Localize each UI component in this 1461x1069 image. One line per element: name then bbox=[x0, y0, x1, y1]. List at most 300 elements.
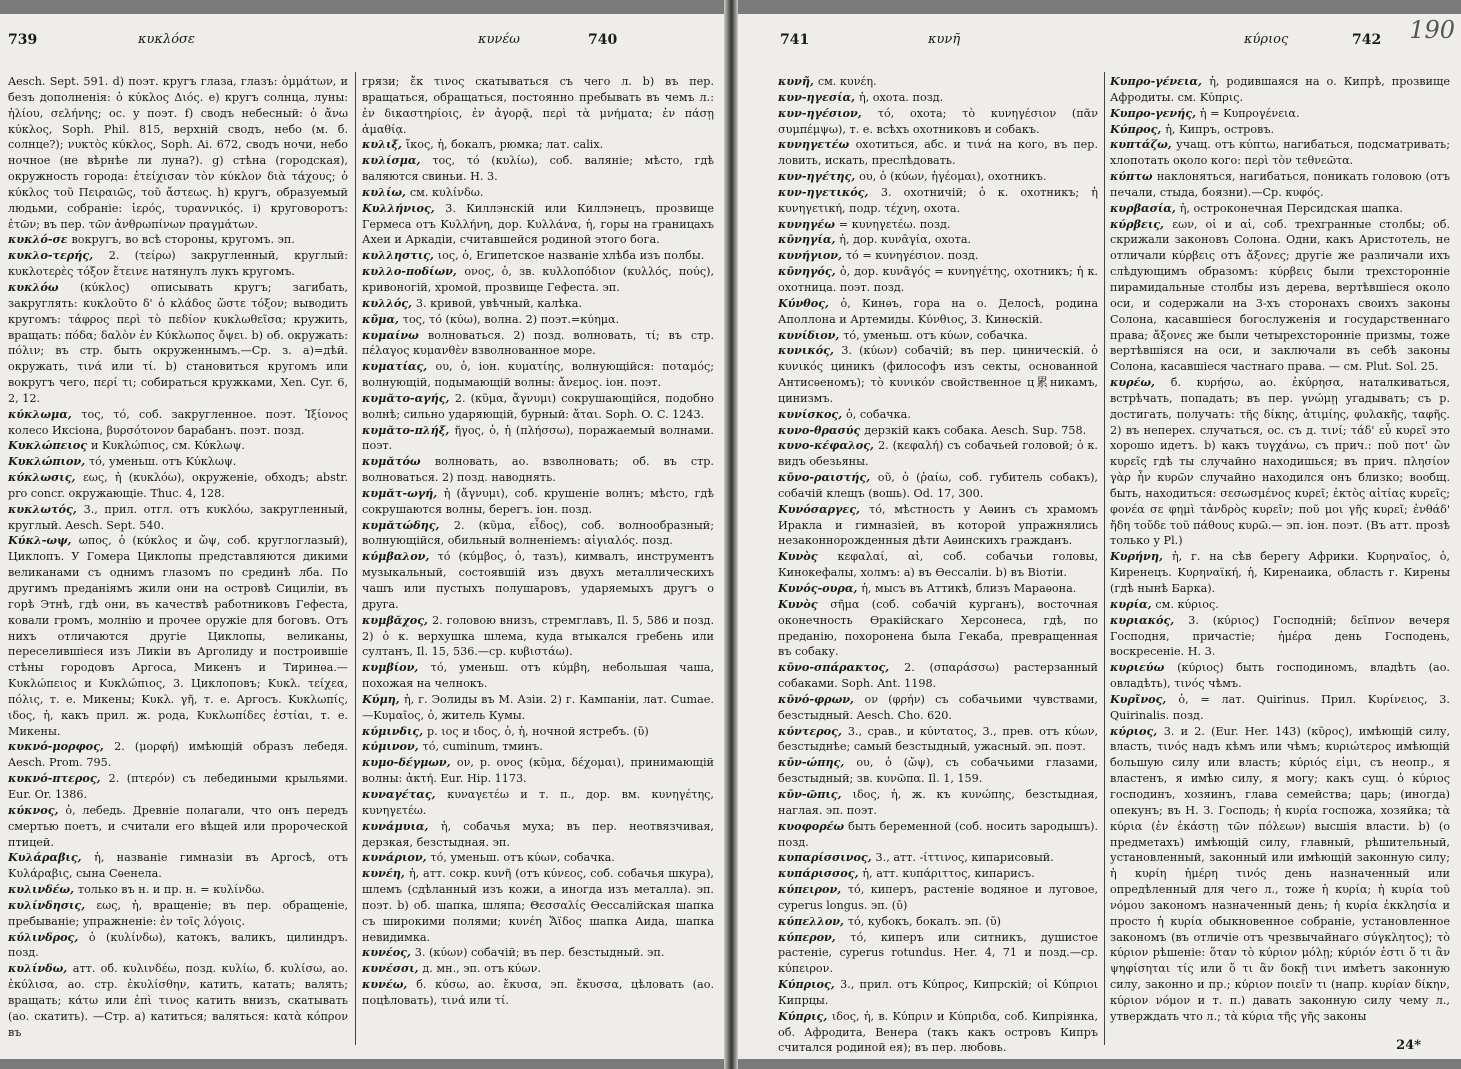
entry-definition: 3. (κύριος) Господній; δεῖπνον вечеря Господня, причастіе; ἡμέρα день Господень, воскресеніе. Н. 3. bbox=[1110, 613, 1450, 659]
entry-headword: κύλινδρος, bbox=[8, 929, 89, 944]
dictionary-entry bbox=[8, 470, 348, 502]
entry-definition: κυναγετέω и т. п., дор. вм. κυνηγέτης, κυνηγετέω. bbox=[362, 787, 714, 817]
entry-headword: Κυκλώπιον, bbox=[8, 454, 89, 469]
entry-headword: κυνίσκος, bbox=[778, 406, 847, 421]
entry-definition: κεφαλαί, αἱ, соб. собачьи головы, Кинокефалы, холмъ: а) въ Ѳессаліи. b) въ Віотіи. bbox=[778, 550, 1098, 580]
entry-headword: κῡνηγία, bbox=[778, 232, 840, 247]
running-head: κυνῆ bbox=[928, 32, 961, 47]
dictionary-entry bbox=[778, 248, 1098, 264]
entry-definition: ὁ, Кинѳъ, гора на о. Делосѣ, родина Аполлона и Артемиды. Κύνθιος, 3. Кинѳскій. bbox=[778, 296, 1098, 326]
entry-headword: κῡνό-φρων, bbox=[778, 691, 865, 706]
dictionary-entry bbox=[1110, 597, 1450, 613]
entry-headword: κυριακός, bbox=[1110, 612, 1189, 627]
entry-definition: ον (φρήν) съ собачьими чувствами, безстыдный. Aesch. Cho. 620. bbox=[778, 692, 1098, 722]
entry-headword: κυμᾰτ-ωγή, bbox=[362, 485, 444, 500]
dictionary-entry bbox=[362, 296, 714, 312]
entry-definition: 2. (κεφαλή) съ собачьей головой; ὁ κ. видъ обезьяны. bbox=[778, 439, 1098, 469]
entry-headword: κύμινον, bbox=[362, 739, 423, 754]
dictionary-entry bbox=[8, 882, 348, 898]
entry-headword: κύπελλον, bbox=[778, 913, 848, 928]
dictionary-entry bbox=[1110, 549, 1450, 597]
dictionary-entry bbox=[8, 739, 348, 771]
dictionary-entry bbox=[362, 977, 714, 1009]
entry-headword: κυλιξ, bbox=[362, 137, 406, 152]
entry-headword: κυλινδέω, bbox=[8, 882, 78, 897]
entry-headword: κυκλο-τερής, bbox=[8, 248, 109, 263]
entry-definition: вокругъ, во всѣ стороны, кругомъ. эп. bbox=[71, 233, 295, 247]
entry-definition: ιος, ὁ, Египетское названіе хлѣба изъ полбы. bbox=[437, 249, 705, 263]
entry-headword: Κύπρις, bbox=[778, 1008, 832, 1023]
dictionary-entry bbox=[1110, 169, 1450, 201]
entry-headword: κυνο-θρασύς bbox=[778, 422, 865, 437]
dictionary-entry bbox=[362, 137, 714, 153]
entry-headword: κυρία, bbox=[1110, 596, 1156, 611]
dictionary-entry bbox=[362, 486, 714, 518]
dictionary-entry bbox=[1110, 137, 1450, 169]
dictionary-entry bbox=[8, 232, 348, 248]
entry-headword: κυκλό-σε bbox=[8, 232, 72, 247]
entry-headword: κύριος, bbox=[1110, 723, 1164, 738]
entry-headword: κύμινδις, bbox=[362, 723, 427, 738]
dictionary-entry bbox=[362, 549, 714, 612]
dictionary-entry bbox=[778, 866, 1098, 882]
entry-definition: д. мн., эп. отъ κύων. bbox=[422, 962, 541, 976]
entry-definition: τό, киперъ или ситникъ, душистое растеніе, cyperus rotundus. Her. 4, 71 и позд.—ср. κύπειρον. bbox=[778, 930, 1098, 976]
dictionary-entry bbox=[1110, 201, 1450, 217]
dictionary-entry bbox=[1110, 217, 1450, 375]
entry-definition: (κύριος) быть господиномъ, владѣть (ао. овладѣть), τινός чѣмъ. bbox=[1110, 661, 1450, 691]
entry-headword: κύπτω bbox=[1110, 169, 1157, 184]
dictionary-entry bbox=[8, 502, 348, 534]
entry-definition: б. κυρήσω, ао. ἐκύρησα, наталкиваться, встрѣчать, попадать; въ пер. γνώμῃ угадывать; съ р. достигать, получать: τῆς δίκης, ἀτιμίης, φυλακῆς, ταφῆς. 2) въ неперех. случаться, ос. съ д. τινί; τάδ' εὖ κυρεῖ это хорошо идетъ. b) какъ τυγχάνω, съ прич.: ποῦ ποτ' ὢν κυρεῖς гдѣ ты случайно находишься; въ прич. πλησίον γὰρ ἦν κυρῶν случайно находился онъ близко; вообщ. быть, находиться: σεσωσμένος κυρεῖ; ἐκτὸς αἰτίας κυρεῖς; φονέα σε φημὶ τἀνδρὸς κυρεῖν; ποῦ μοι γῆς κυρεῖ; ἐνθάδ' ἤδη τοὔδε τοῦ πάθους κυρῶ.— эп. іон. поэт. (Въ атт. прозѣ только у Pl.) bbox=[1110, 376, 1450, 548]
dictionary-entry bbox=[362, 866, 714, 945]
entry-definition: 3. и 2. (Eur. Her. 143) (κῦρος), имѣющій силу, власть, τινός надъ кѣмъ или чѣмъ; κυριώτερος имѣющій большую силу или власть; κύριός εἰμι, съ неопр., я властенъ, я имѣю силу, я могу; какъ сущ. ὁ κύριος господинъ, хозяинъ, глава семейства; царь; (иногда) опекунъ; въ Н. З. Господь; ἡ κυρία госпожа, хозяйка; τὰ κύρια (ἐν ἑκάστῃ τῶν πόλεων) высшія власти. b) (о предметахъ) имѣющій силу, главный, рѣшительный, установленный, законный или имѣющій законную силу; ἡ κυρίη ἡμέρη τινός день назначенный или опредѣленный для чего л., тоже ἡ κυρία; ἡ κυρία τοῦ νόμου закономъ назначенный день; ἡ κυρία ἐκκλησία и просто ἡ κυρία обыкновенное собраніе, установленное закономъ (въ отличіе отъ чрезвычайнаго σύγκλητος); τὸ κύριον рѣшеніе: ὅταν τὸ κύριον μόλῃ; κύριόν ἐστι ὅ τι ἂν ψηφίσηται τίς или ὅ τι ἂν δοκῇ τινι имѣетъ законную силу, законно и пр.; κύριον ποιεῖν τι (напр. κυρίαν δίκην, κύριον νόμον и т. п.) давать законную силу чему л., утверждать что л.; τὰ κύρια τῆς γῆς законы bbox=[1110, 724, 1450, 1023]
handwritten-stamp: 190 bbox=[1409, 16, 1455, 44]
dictionary-entry bbox=[1110, 74, 1450, 106]
entry-definition: Aesch. Sept. 591. d) поэт. кругъ глаза, глазъ: ὀμμάτων, и безъ дополненія: ὁ κύκλος Διός. e) кругъ солнца, луны: ἡλίου, σελήνης; ос. у поэт. f) сводъ небесный: ὁ ἄνω κύκλος, Soph. Phil. 815, верхній сводъ, небо (м. б. солнце?); νυκτὸς κύκλος, Soph. Ai. 672, сводъ ночи, небо ночное (не вѣрнѣе ли луна?). g) стѣна (городская), окружность города: ἐτείχισαν τὸν κύκλον διὰ τάχους; ὁ κύκλος τοῦ Πειραιῶς, τοῦ ἄστεως. h) кругъ, образуемый людьми, собраніе: ἱερός, τυραννικός. i) круговоротъ: ἐτῶν; въ пер. τῶν ἀνθρωπίνων πραγμάτων. bbox=[8, 75, 348, 231]
entry-headword: κυκλωτός, bbox=[8, 501, 84, 516]
dictionary-entry bbox=[8, 248, 348, 280]
entry-headword: κύκλωσις, bbox=[8, 470, 83, 485]
entry-definition: 3., атт. -ίττινος, кипарисовый. bbox=[875, 851, 1054, 865]
entry-headword: κυν-ηγέτης, bbox=[778, 169, 860, 184]
column bbox=[362, 74, 714, 1053]
dictionary-entry bbox=[8, 280, 348, 407]
dictionary-entry bbox=[362, 613, 714, 661]
entry-definition: ἴκος, ἡ, бокалъ, рюмка; лат. calix. bbox=[405, 138, 604, 152]
dictionary-entry bbox=[8, 930, 348, 962]
dictionary-entry bbox=[362, 692, 714, 724]
entry-headword: κῡνο-σπάρακτος, bbox=[778, 660, 905, 675]
entry-definition: б. κύσω, ао. ἔκυσα, эп. ἔκυσσα, цѣловать (ао. поцѣловать), τινά или τί. bbox=[362, 978, 714, 1007]
entry-headword: Κυλλήνιος, bbox=[362, 200, 446, 215]
dictionary-entry bbox=[362, 755, 714, 787]
entry-headword: κυκνό-πτερος, bbox=[8, 771, 109, 786]
entry-headword: κυν-ηγετικός, bbox=[778, 184, 881, 199]
entry-definition: быть беременной (соб. носить зародышъ). позд. bbox=[778, 819, 1098, 849]
signature-mark: 24* bbox=[1396, 1038, 1421, 1053]
entry-headword: κυνῆ, bbox=[778, 74, 818, 88]
entry-headword: κυρβασία, bbox=[1110, 200, 1180, 215]
dictionary-entry bbox=[778, 502, 1098, 550]
entry-definition: τό (κύμβος, ὁ, тазъ), кимвалъ, инструментъ музыкальный, состоявшій изъ двухъ металлическихъ чашъ или пустыхъ полушаровъ, ударяемыхъ другъ о друга. bbox=[362, 550, 714, 611]
entry-definition: 3., срав., и κύντατος, 3., прев. отъ κύων, безстыднѣе; самый безстыдный, ужасный. эп. поэт. bbox=[778, 724, 1098, 754]
dictionary-entry bbox=[778, 549, 1098, 581]
entry-definition: 2. (πτερόν) съ лебедиными крыльями. Eur. Or. 1386. bbox=[8, 772, 348, 801]
entry-definition: охотиться, абс. и τινά на кого, въ пер. ловить, искать, преслѣдовать. bbox=[778, 138, 1098, 168]
entry-headword: κυκλόω bbox=[8, 279, 80, 294]
entry-definition: грязи; ἔκ τινος скатываться съ чего л. b) въ пер. вращаться, обращаться, постоянно пребывать въ чемъ л.: ἐν δικαστηρίοις, ἐν ἀγορᾷ, περὶ τὰ μνήματα; ἐν πάσῃ ἀμαθίᾳ. bbox=[362, 75, 714, 136]
dictionary-entry bbox=[362, 201, 714, 249]
entry-headword: κυνάμυια, bbox=[362, 818, 441, 833]
dictionary-entry bbox=[362, 74, 714, 137]
dictionary-entry bbox=[362, 312, 714, 328]
dictionary-entry bbox=[362, 153, 714, 185]
dictionary-entry bbox=[362, 850, 714, 866]
entry-definition: 2. (σπαράσσω) растерзанный собаками. Soph. Ant. 1198. bbox=[778, 661, 1098, 691]
entry-headword: κύμβαλον, bbox=[362, 549, 438, 564]
entry-headword: Κυπρο-γενής, bbox=[1110, 105, 1200, 120]
right-page bbox=[738, 14, 1461, 1059]
dictionary-entry bbox=[362, 359, 714, 391]
dictionary-entry bbox=[8, 961, 348, 1040]
entry-headword: κυνάριον, bbox=[362, 850, 431, 865]
entry-headword: Κυλάραβις, bbox=[8, 850, 95, 865]
entry-definition: ου, ὁ (ὤψ), съ собачьими глазами, безстыдный; зв. κυνῶπα. Il. 1, 159. bbox=[778, 756, 1098, 786]
entry-headword: Κυρῖνος, bbox=[1110, 691, 1179, 706]
dictionary-entry bbox=[8, 803, 348, 851]
entry-headword: κῡν-ῶπις, bbox=[778, 786, 853, 801]
entry-headword: κυνίδιον, bbox=[778, 327, 844, 342]
dictionary-entry bbox=[778, 581, 1098, 597]
entry-headword: κυνήγιον, bbox=[778, 248, 846, 263]
dictionary-entry bbox=[778, 724, 1098, 756]
entry-definition: τος, τό, соб. закругленное. поэт. Ἰξίονος колесо Иксіона, βυρσότονον барабанъ. поэт. позд. bbox=[8, 407, 348, 437]
dictionary-entry bbox=[362, 185, 714, 201]
entry-headword: κυμαίνω bbox=[362, 327, 428, 342]
dictionary-entry bbox=[778, 264, 1098, 296]
dictionary-entry bbox=[362, 328, 714, 360]
entry-headword: κυλίσμα, bbox=[362, 153, 433, 168]
entry-definition: р. ιος и ιδος, ὁ, ἡ, ночной ястребъ. (ῡ) bbox=[427, 724, 649, 738]
entry-definition: волноваться. 2) позд. волновать, τί; въ стр. πέλαγος κυμανθὲν взволнованное море. bbox=[362, 328, 714, 358]
dictionary-entry bbox=[778, 169, 1098, 185]
entry-definition: εως, ἡ (κυκλόω), окруженіе, обходъ; abstr. pro concr. окружающіе. Thuc. 4, 128. bbox=[8, 471, 348, 500]
entry-definition: ὁ, = лат. Quirinus. Прил. Κυρίνειος, 3. Quirinalis. позд. bbox=[1110, 692, 1450, 722]
entry-headword: κυριεύω bbox=[1110, 660, 1178, 675]
entry-headword: κυμβᾰχος, bbox=[362, 612, 433, 627]
entry-headword: κυνο-κέφαλος, bbox=[778, 438, 879, 453]
entry-definition: ὁ, лебедь. Древніе полагали, что онъ передъ смертью поетъ, и считали его вѣщей или пророческой птицей. bbox=[8, 803, 348, 849]
dictionary-entry bbox=[778, 328, 1098, 344]
entry-definition: τος, τό (κύω), волна. 2) поэт.=κύημα. bbox=[402, 312, 620, 326]
entry-definition: ἡ = Κυπρογένεια. bbox=[1199, 106, 1300, 120]
entry-definition: τος, τό (κυλίω), соб. валяніе; мѣсто, гдѣ валяются свиньи. Н. 3. bbox=[362, 154, 714, 184]
entry-headword: κυμᾰτώδης, bbox=[362, 517, 454, 532]
entry-headword: κυλίω, bbox=[362, 184, 410, 199]
entry-definition: ωπος, ὁ (κύκλος и ὤψ, соб. круглоглазый), Циклопъ. У Гомера Циклопы представляются дикими великанами съ однимъ глазомъ по срединѣ лба. По другимъ преданіямъ жили они на островѣ Сициліи, въ горѣ Этнѣ, гдѣ они, въ качествѣ работниковъ Гефеста, ковали громъ, молнію и прочее оружіе для боговъ. Отъ нихъ отличаются другіе Циклопы, великаны, переселившіеся изъ Ликіи въ Арголиду и построившіе стѣны городовъ Аргоса, Микенъ и Тиринѳа.— Κυκλώπειος и Κυκλώπιος, 3. Циклоповъ; Κυκλ. τείχεα, πόλις, т. е. Микены; Κυκλ. γῆ, т. е. Аргосъ. Κυκλωπίς, ιδος, ἡ, какъ прил. ж. рода, Κυκλωπίδες ἑστίαι, т. е. Микены. bbox=[8, 534, 348, 738]
entry-definition: 2. (κῦμα, ἄγνυμι) сокрушающійся, подобно волнѣ; сильно ударяющій, бурный: ἄται. Soph. O. C. 1243. bbox=[362, 391, 714, 421]
entry-definition: волновать, ао. взволновать; об. въ стр. волноваться. 2) позд. наводнять. bbox=[362, 455, 714, 485]
entry-definition: ἡ, остроконечная Персидская шапка. bbox=[1179, 201, 1403, 215]
entry-definition: ἡ, Кипръ, островъ. bbox=[1165, 122, 1275, 136]
dictionary-entry bbox=[362, 739, 714, 755]
dictionary-entry bbox=[8, 74, 348, 232]
entry-definition: (κύκλος) описывать кругъ; загибать, закруглять: κυκλοῦτο δ' ὁ κλάδος ὥστε τόξον; выводить кругомъ: τάφρος περὶ τὸ πεδίον κυκλωθεῖσα; кружить, вращать: πόδα; δαλὸν ἐν Κύκλωπος ὄψει. b) об. окружать: πόλιν; въ стр. быть окруженнымъ.—Ср. з. а)=дѣй. окружать, τινά или τί. b) становиться кругомъ или вокругъ чего, περί τι; собираться кружками, Xen. Cyr. 6, 2, 12. bbox=[8, 280, 348, 405]
entry-definition: 3. (κύων) собачій; въ пер. циническій. ὁ κυνικός циникъ (философъ изъ секты, основанной Антисѳеномъ); τὸ κυνικόν свойственное ц累никамъ, цинизмъ. bbox=[778, 344, 1098, 405]
entry-headword: κυνηγέω bbox=[778, 216, 839, 231]
entry-headword: κύκλωμα, bbox=[8, 406, 82, 421]
dictionary-entry bbox=[1110, 122, 1450, 138]
dictionary-entry bbox=[8, 407, 348, 439]
dictionary-entry bbox=[362, 248, 714, 264]
dictionary-entry bbox=[778, 692, 1098, 724]
running-head: κυκλόσε bbox=[138, 32, 195, 47]
entry-definition: σῆμα (соб. собачій курганъ), восточная оконечность Ѳракійскаго Херсонеса, гдѣ, по преданію, похоронена была Гекаба, превращенная въ собаку. bbox=[778, 597, 1098, 659]
entry-headword: Κυνὸς bbox=[778, 549, 838, 564]
entry-definition: ἡ, дор. κυνᾱγία, охота. bbox=[839, 233, 972, 247]
entry-definition: ἡ, охота. позд. bbox=[858, 90, 944, 104]
dictionary-entry bbox=[362, 961, 714, 977]
entry-headword: κυπαρίσσινος, bbox=[778, 850, 876, 865]
dictionary-entry bbox=[778, 597, 1098, 660]
book-gutter bbox=[724, 0, 738, 1069]
dictionary-entry bbox=[8, 850, 348, 882]
entry-definition: οῦ, ὁ (ῥαίω, соб. губитель собакъ), собачій клещъ (вошь). Od. 17, 300. bbox=[778, 471, 1098, 500]
entry-definition: ὁ (κυλίνδω), катокъ, валикъ, цилиндръ. позд. bbox=[8, 930, 348, 960]
entry-definition: ἡ (ἄγνυμι), соб. крушеніе волнъ; мѣсто, гдѣ сокрушаются волны, берегъ. іон. позд. bbox=[362, 486, 714, 516]
entry-definition: 3. охотничій; ὁ κ. охотникъ; ἡ κυνηγετική, подр. τέχνη, охота. bbox=[778, 185, 1098, 215]
dictionary-entry bbox=[8, 454, 348, 470]
entry-definition: ὁ, дор. κυνᾱγός = κυνηγέτης, охотникъ; ἡ κ. охотница. поэт. позд. bbox=[778, 265, 1098, 294]
dictionary-entry bbox=[1110, 660, 1450, 692]
entry-definition: 3. Киллэнскій или Киллэнецъ, прозвище Гермеса отъ Κυλλήνη, дор. Κυλλάνα, ἡ, горы на границахъ Ахеи и Аркадіи, считавшейся родиной этого бога. bbox=[362, 201, 714, 247]
page-number: 740 bbox=[588, 32, 618, 48]
page-number: 742 bbox=[1352, 32, 1382, 48]
entry-headword: κυλίνδω, bbox=[8, 961, 73, 976]
dictionary-entry bbox=[1110, 106, 1450, 122]
entry-definition: ἡ, атт. κυπάριττος, кипарисъ. bbox=[862, 867, 1035, 881]
entry-definition: = κυνηγετέω. позд. bbox=[838, 217, 951, 231]
entry-definition: и Κυκλώπιος, см. Κύκλωψ. bbox=[90, 439, 245, 453]
entry-headword: κυλίνδησις, bbox=[8, 897, 97, 912]
dictionary-entry bbox=[1110, 613, 1450, 661]
entry-headword: κύρβεις, bbox=[1110, 216, 1173, 231]
entry-definition: см. κυλίνδω. bbox=[409, 185, 484, 199]
entry-headword: κυπάρισσος, bbox=[778, 866, 863, 881]
entry-definition: τό, киперъ, растеніе водяное и луговое, cyperus longus. эп. (ῡ) bbox=[778, 883, 1098, 912]
entry-definition: τό, охота; τὸ κυνηγέσιον (πᾶν συμπέμψω), т. е. всѣхъ охотниковъ и собакъ. bbox=[778, 106, 1098, 136]
entry-headword: κυμᾰτο-αγής, bbox=[362, 390, 455, 405]
dictionary-entry bbox=[362, 454, 714, 486]
dictionary-entry bbox=[778, 755, 1098, 787]
entry-headword: Κυπρο-γένεια, bbox=[1110, 74, 1210, 88]
dictionary-entry bbox=[362, 391, 714, 423]
entry-definition: ιδος, ἡ, в. Κύπριν и Κύπριδα, соб. Кипріянка, об. Афродита, Венера (такъ какъ островъ Кипръ считался родиной ея); въ пер. любовь. bbox=[778, 1009, 1098, 1053]
entry-definition: 2. (μορφή) имѣющій образъ лебедя. Aesch. Prom. 795. bbox=[8, 740, 348, 770]
entry-definition: εως, ἡ, вращеніе; въ пер. обращеніе, пребываніе; упражненіе: ἐν τοῖς λόγοις. bbox=[8, 898, 348, 928]
entry-definition: 3., прил. отъ Κύπρος, Кипрскій; οἱ Κύπριοι Кипрцы. bbox=[778, 978, 1098, 1007]
entry-definition: τό, уменьш. отъ κύμβη, небольшая чаша, похожая на челнокъ. bbox=[362, 661, 714, 691]
running-head: κυνέω bbox=[478, 32, 520, 47]
dictionary-entry bbox=[362, 518, 714, 550]
running-head: κύριος bbox=[1244, 32, 1289, 47]
dictionary-entry bbox=[1110, 724, 1450, 1025]
dictionary-entry bbox=[778, 914, 1098, 930]
entry-headword: κῦμα, bbox=[362, 311, 403, 326]
dictionary-entry bbox=[778, 423, 1098, 439]
dictionary-entry bbox=[778, 787, 1098, 819]
entry-definition: ιδος, ἡ, ж. къ κυνώπης, безстыдная, наглая. эп. поэт. bbox=[778, 787, 1098, 817]
entry-definition: ου, ὁ, іон. κυματίης, волнующійся: ποταμός; волнующій, подымающій волны: ἄνεμος. іон. поэт. bbox=[362, 360, 714, 390]
column-rule bbox=[355, 72, 356, 1045]
entry-headword: Κύπριος, bbox=[778, 977, 841, 992]
page-number: 739 bbox=[8, 32, 38, 48]
dictionary-entry bbox=[362, 819, 714, 851]
entry-headword: κυλληστις, bbox=[362, 248, 438, 263]
entry-definition: ἡ, собачья муха; въ пер. неотвязчивая, дерзкая, безстыдная. эп. bbox=[362, 819, 714, 849]
column bbox=[778, 74, 1098, 1053]
entry-headword: κυνέσσι, bbox=[362, 961, 423, 976]
entry-definition: ου, ὁ (κύων, ἡγέομαι), охотникъ. bbox=[859, 170, 1047, 184]
dictionary-entry bbox=[778, 296, 1098, 328]
entry-definition: εων, οἱ и αἱ, соб. трехгранные столбы; об. скрижали законовъ Солона. Одни, какъ Аристотель, не отличали κύρβεις отъ ἄξονες; другіе же различали ихъ слѣдующимъ образомъ: κύρβεις были трехсторонніе пирамидальные столбы изъ дерева, вертѣвшіеся около оси, и содержали на 3-хъ сторонахъ своихъ законы Солона, касавшіеся богослуженія и государственнаго права; ἄξονες же были четырехсторонніе призмы, тоже вертѣвшіяся на оси, и заключали въ себѣ законы Солона, касавшіеся частнаго права. — см. Plut. Sol. 25. bbox=[1110, 217, 1450, 374]
entry-definition: 2. головою внизъ, стремглавъ, Il. 5, 586 и позд. 2) ὁ κ. верхушка шлема, куда втыкался гребень или султанъ, Il. 15, 536.—ср. κυβιστάω). bbox=[362, 613, 714, 659]
dictionary-entry bbox=[778, 137, 1098, 169]
dictionary-entry bbox=[778, 74, 1098, 90]
entry-definition: атт. об. κυλινδέω, позд. κυλίω, б. κυλίσω, ао. ἐκύλισα, ао. стр. ἐκυλίσθην, катить, катать; валять; вращать; κάτω или ἐπὶ τινος катить внизъ, скатывать (ао. скатить). —Стр. а) катиться; валяться: κατὰ κόπρον въ bbox=[8, 962, 348, 1039]
entry-headword: κῡν-ώπης, bbox=[778, 755, 857, 770]
entry-headword: κυμᾰτο-πλήξ, bbox=[362, 422, 455, 437]
entry-definition: τό, уменьш. отъ Κύκλωψ. bbox=[88, 455, 237, 469]
entry-headword: Κυρήνη, bbox=[1110, 549, 1172, 564]
dictionary-entry bbox=[8, 533, 348, 739]
entry-headword: Κυνόσαργες, bbox=[778, 501, 870, 516]
entry-headword: κυπτάζω, bbox=[1110, 137, 1177, 152]
entry-headword: Κυνὸς bbox=[778, 596, 831, 611]
dictionary-entry bbox=[778, 1009, 1098, 1053]
entry-headword: Κυκλώπειος bbox=[8, 438, 91, 453]
entry-definition: ἡ, мысъ въ Аттикѣ, близъ Мараѳона. bbox=[861, 582, 1077, 595]
dictionary-entry bbox=[778, 407, 1098, 423]
dictionary-entry bbox=[362, 660, 714, 692]
entry-headword: κυμᾰτόω bbox=[362, 454, 435, 469]
entry-headword: κυματίας, bbox=[362, 359, 436, 374]
entry-headword: κυν-ηγέσιον, bbox=[778, 105, 878, 120]
entry-headword: κυνέω, bbox=[362, 977, 417, 992]
column bbox=[8, 74, 348, 1053]
entry-definition: наклоняться, нагибаться, поникать головою (отъ печали, стыда, боязни).—Ср. κυφός. bbox=[1110, 170, 1450, 199]
entry-definition: 3. (κύων) собачій; въ пер. безстыдный. эп. bbox=[414, 946, 665, 960]
entry-headword: κύπερον, bbox=[778, 929, 851, 944]
entry-definition: τό, cuminum, тминъ. bbox=[422, 740, 543, 754]
column-rule bbox=[1104, 72, 1105, 1045]
dictionary-entry bbox=[778, 185, 1098, 217]
entry-definition: дерзкій какъ собака. Aesch. Sup. 758. bbox=[864, 423, 1087, 437]
entry-headword: κυν-ηγεσία, bbox=[778, 89, 859, 104]
dictionary-entry bbox=[778, 819, 1098, 851]
page-number: 741 bbox=[780, 32, 810, 48]
dictionary-entry bbox=[8, 898, 348, 930]
entry-headword: κύντερος, bbox=[778, 723, 848, 738]
entry-definition: см. κύριος. bbox=[1155, 597, 1219, 611]
entry-definition: ἡ, названіе гимназіи въ Аргосѣ, отъ Κυλάραβις, сына Сѳенела. bbox=[8, 851, 348, 881]
dictionary-entry bbox=[778, 850, 1098, 866]
entry-headword: Κύκλ-ωψ, bbox=[8, 533, 79, 548]
entry-headword: κυλλός, bbox=[362, 295, 416, 310]
entry-headword: κυνέος, bbox=[362, 945, 415, 960]
dictionary-entry bbox=[778, 930, 1098, 978]
dictionary-entry bbox=[778, 106, 1098, 138]
entry-definition: 3. кривой, увѣчный, калѣка. bbox=[415, 296, 583, 310]
dictionary-entry bbox=[362, 945, 714, 961]
entry-definition: τό, мѣстность у Аѳинъ съ храмомъ Иракла и гимназіей, въ которой упражнялись незаконнорожденныя дѣти Аѳинскихъ гражданъ. bbox=[778, 502, 1098, 548]
entry-headword: κυμβίον, bbox=[362, 660, 431, 675]
dictionary-entry bbox=[362, 724, 714, 740]
entry-headword: κύκνος, bbox=[8, 802, 66, 817]
entry-headword: κῡνο-ραιστής, bbox=[778, 470, 878, 485]
entry-definition: ἡ, родившаяся на о. Кипрѣ, прозвище Афродиты. см. Κύπρις. bbox=[1110, 75, 1450, 104]
entry-definition: τό = κυνηγέσιον. позд. bbox=[845, 249, 979, 263]
entry-definition: учащ. отъ κύπτω, нагибаться, подсматривать; хлопотать около кого: περὶ τὸν τεθνεῶτα. bbox=[1110, 138, 1450, 168]
entry-definition: τό, уменьш. отъ κύων, собачка. bbox=[843, 328, 1028, 342]
entry-definition: см. κυνέη. bbox=[817, 75, 877, 88]
dictionary-entry bbox=[778, 882, 1098, 914]
entry-definition: τό, уменьш. отъ κύων, собачка. bbox=[430, 851, 615, 865]
entry-definition: ὁ, собачка. bbox=[846, 407, 911, 421]
entry-definition: τό, кубокъ, бокалъ. эп. (ῡ) bbox=[847, 914, 1001, 928]
dictionary-entry bbox=[778, 977, 1098, 1009]
dictionary-entry bbox=[778, 90, 1098, 106]
entry-headword: κυοφορέω bbox=[778, 818, 849, 833]
entry-definition: 3., прил. отгл. отъ κυκλόω, закругленный, круглый. Aesch. Sept. 540. bbox=[8, 502, 348, 532]
dictionary-entry bbox=[778, 217, 1098, 233]
entry-definition: только въ н. и пр. н. = κυλίνδω. bbox=[77, 883, 265, 897]
column bbox=[1110, 74, 1450, 1053]
entry-headword: κυναγέτας, bbox=[362, 786, 448, 801]
dictionary-entry bbox=[362, 423, 714, 455]
entry-definition: ονος, ὁ, зв. κυλλοπόδιον (κυλλός, πούς), кривоногій, хромой, прозвище Гефеста. эп. bbox=[362, 265, 714, 294]
entry-headword: κυνέη, bbox=[362, 866, 409, 881]
entry-definition: ἡ, атт. сокр. κυνῆ (отъ κύνεος, соб. собачья шкура), шлемъ (сдѣланный изъ кожи, а иногда изъ металла). эп. поэт. b) об. шапка, шляпа; Θεσσαλίς Ѳессалійская шапка съ широкими полями; κυνέη Ἄϊδος шапка Аида, шапка невидимка. bbox=[362, 867, 714, 944]
entry-headword: κύπειρον, bbox=[778, 882, 848, 897]
dictionary-entry bbox=[778, 232, 1098, 248]
entry-definition: ἡ, г. Эолиды въ М. Азіи. 2) г. Кампаніи, лат. Cumae.—Κυμαῖος, ὁ, житель Кумы. bbox=[362, 692, 714, 722]
entry-headword: κυνικός, bbox=[778, 343, 842, 358]
entry-definition: 2. (τείρω) закругленный, круглый: κυκλοτερὲς τόξον ἔτεινε натянулъ лукъ кругомъ. bbox=[8, 249, 348, 279]
dictionary-entry bbox=[8, 438, 348, 454]
dictionary-entry bbox=[362, 787, 714, 819]
dictionary-entry bbox=[362, 264, 714, 296]
entry-headword: κυρέω, bbox=[1110, 375, 1171, 390]
dictionary-entry bbox=[1110, 375, 1450, 549]
dictionary-entry bbox=[778, 660, 1098, 692]
left-page bbox=[0, 14, 724, 1059]
dictionary-entry bbox=[8, 771, 348, 803]
entry-headword: Κύνθος, bbox=[778, 295, 841, 310]
entry-headword: κῡνηγός, bbox=[778, 264, 840, 279]
entry-headword: κυκνό-μορφος, bbox=[8, 739, 115, 754]
entry-definition: ον, р. ονος (κῦμα, δέχομαι), принимающій волны: ἀκτή. Eur. Hip. 1173. bbox=[362, 756, 714, 786]
entry-headword: κυνηγετέω bbox=[778, 137, 856, 152]
dictionary-entry bbox=[778, 343, 1098, 406]
entry-headword: Κύμη, bbox=[362, 691, 404, 706]
entry-headword: Κυνός-ουρα, bbox=[778, 581, 862, 595]
dictionary-entry bbox=[1110, 692, 1450, 724]
entry-headword: Κύπρος, bbox=[1110, 121, 1166, 136]
entry-definition: 2. (κῦμα, εἶδος), соб. волнообразный; волнующійся, обильный волненіемъ: αἰγιαλός. позд. bbox=[362, 518, 714, 548]
entry-headword: κυμο-δέγμων, bbox=[362, 755, 457, 770]
